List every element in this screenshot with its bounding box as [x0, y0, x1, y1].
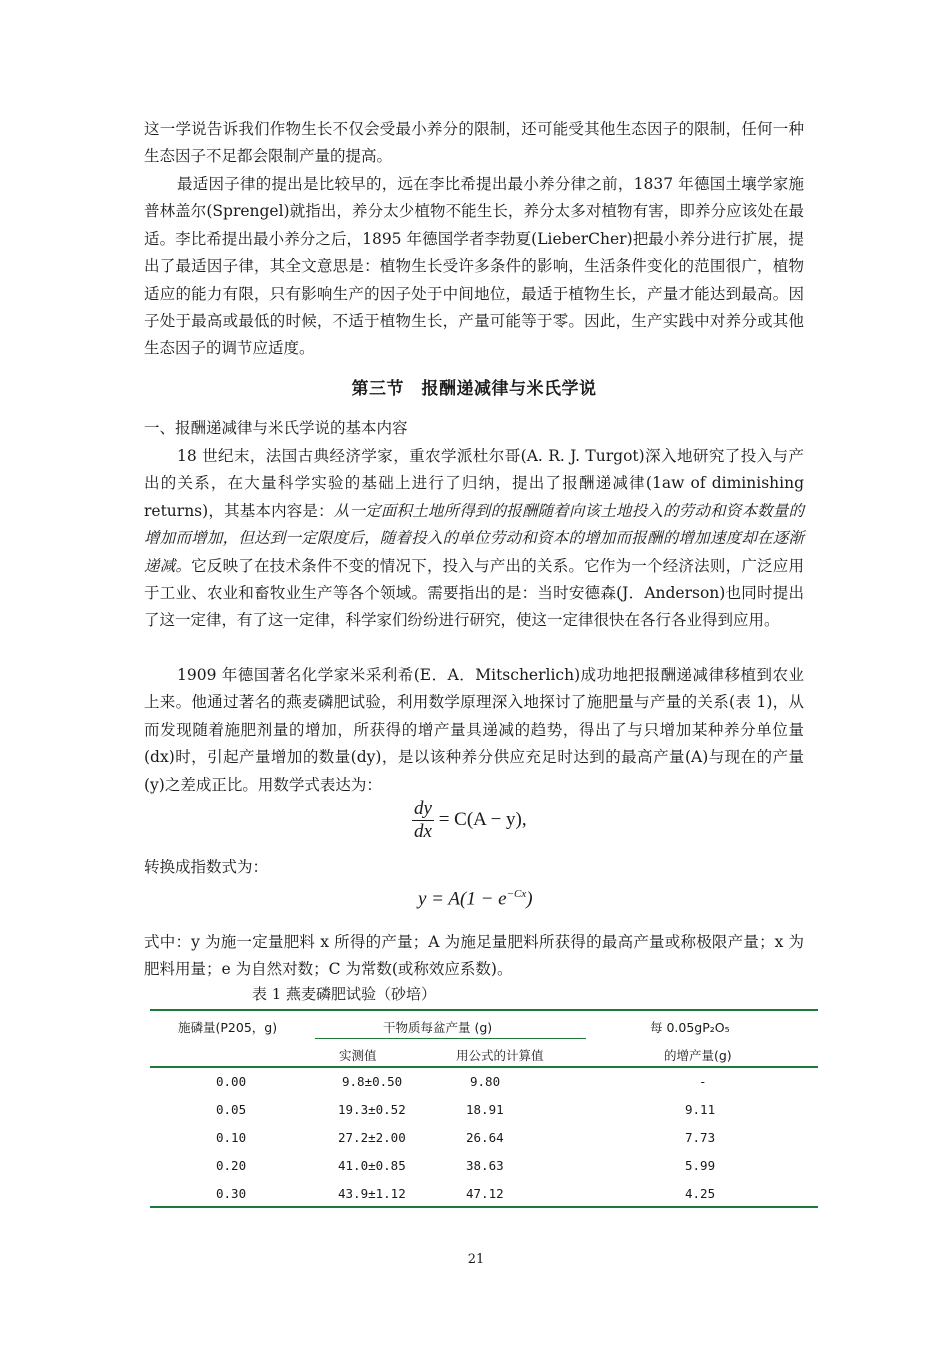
paragraph-text: 18 世纪末，法国古典经济学家，重农学派杜尔哥(A. R. J. Turgot)深入地研究了投入与产出的关系，在大量科学实验的基础上进行了归纳，提出了报酬递减律(1aw of diminishing returns)，其基本内容是： — [144, 447, 804, 520]
table-caption: 表 1 燕麦磷肥试验（砂培） — [251, 985, 437, 1003]
table-cell-gain: - — [699, 1074, 707, 1089]
paragraph-optimum-factor-law: 最适因子律的提出是比较早的，远在李比希提出最小养分律之前，1837 年德国土壤学家施普林盖尔(Sprengel)就指出，养分太少植物不能生长，养分太多对植物有害，即养分应该处在最适。李比希提出最小养分之后，1895 年德国学者李勃夏(LieberCher)把最小养分进行扩展，提出了最适因子律，其全文意思是：植物生长受许多条件的影响，生活条件变化的范围很广，植物适应的能力有限，只有影响生产的因子处于中间地位，最适于植物生长，产量才能达到最高。因子处于最高或最低的时候，不适于植物生长，产量可能等于零。因此，生产实践中对养分或其他生态因子的调节应适度。 — [144, 175, 804, 358]
table-cell-measured: 43.9±1.12 — [338, 1186, 406, 1201]
table-cell-measured: 41.0±0.85 — [338, 1158, 406, 1173]
table-cell-p: 0.00 — [216, 1074, 247, 1089]
table-header-gain-a: 每 0.05gP₂O₅ — [650, 1020, 730, 1035]
table-cell-calc: 26.64 — [466, 1130, 504, 1145]
subheading: 一、报酬递减律与米氏学说的基本内容 — [144, 419, 408, 437]
table-cell-measured: 9.8±0.50 — [342, 1074, 403, 1089]
fraction-denominator: dx — [414, 821, 432, 842]
table-cell-p: 0.20 — [216, 1158, 247, 1173]
paragraph-intro: 这一学说告诉我们作物生长不仅会受最小养分的限制，还可能受其他生态因子的限制，任何一种生态因子不足都会限制产量的提高。 — [144, 120, 804, 166]
formula-close: ) — [526, 888, 533, 910]
paragraph-mitscherlich: 1909 年德国著名化学家米采利希(E．A．Mitscherlich)成功地把报酬递减律移植到农业上来。他通过著名的燕麦磷肥试验，利用数学原理深入地探讨了施肥量与产量的关系(表 1)，从而发现随着施肥剂量的增加，所获得的增产量具递减的趋势，得出了与只增加某种养分单位量(dx)时，引起产量增加的数量(dy)，是以该种养分供应充足时达到的最高产量(A)与现在的产量(y)之差成正比。用数学式表达为： — [144, 666, 804, 794]
formula-differential — [412, 798, 527, 843]
transform-label: 转换成指数式为： — [144, 858, 269, 876]
table-cell-gain: 9.11 — [685, 1102, 716, 1117]
table-cell-gain: 5.99 — [685, 1158, 716, 1173]
section-title: 第三节 报酬递减律与米氏学说 — [351, 379, 597, 399]
table-header-rule — [150, 1066, 818, 1068]
fraction-numerator: dy — [414, 798, 432, 819]
table-cell-calc: 47.12 — [466, 1186, 504, 1201]
table-group-rule — [315, 1038, 586, 1039]
table-top-rule — [150, 1009, 818, 1011]
table-cell-calc: 9.80 — [470, 1074, 501, 1089]
paragraph-diminishing-returns — [144, 443, 804, 635]
table-cell-measured: 19.3±0.52 — [338, 1102, 406, 1117]
table-header-phosphorus: 施磷量(P205，g) — [178, 1020, 278, 1035]
formula-exponential — [418, 888, 533, 910]
table-cell-gain: 4.25 — [685, 1186, 716, 1201]
table-cell-p: 0.30 — [216, 1186, 247, 1201]
definition-italic: 从一定面积土地所得到的报酬随着向该土地投入的劳动和资本数量的增加而增加，但达到一定限度后，随着投入的单位劳动和资本的增加而报酬的增加速度却在逐渐递减。 — [144, 501, 804, 575]
table-header-measured: 实测值 — [339, 1048, 377, 1063]
table-bottom-rule — [150, 1206, 818, 1208]
table-cell-calc: 38.63 — [466, 1158, 504, 1173]
page-number: 21 — [467, 1252, 485, 1267]
table-header-dry-matter: 干物质每盆产量 (g) — [383, 1020, 493, 1035]
paragraph-text: 它反映了在技术条件不变的情况下，投入与产出的关系。它作为一个经济法则，广泛应用于工业、农业和畜牧业生产等各个领域。需要指出的是：当时安德森(J．Anderson)也同时提出了这一定律，有了这一定律，科学家们纷纷进行研究，使这一定律很快在各行各业得到应用。 — [144, 556, 804, 630]
fraction — [412, 798, 434, 843]
table-cell-gain: 7.73 — [685, 1130, 716, 1145]
table-cell-p: 0.10 — [216, 1130, 247, 1145]
table-header-calculated: 用公式的计算值 — [456, 1048, 544, 1063]
table-header-gain-b: 的增产量(g) — [664, 1048, 732, 1063]
formula-lhs: y = A(1 − e — [418, 888, 507, 910]
table-cell-p: 0.05 — [216, 1102, 247, 1117]
formula-legend: 式中：y 为施一定量肥料 x 所得的产量；A 为施足量肥料所获得的最高产量或称极限产量；x 为肥料用量；e 为自然对数；C 为常数(或称效应系数)。 — [144, 933, 804, 979]
table-cell-measured: 27.2±2.00 — [338, 1130, 406, 1145]
formula-rhs: = C(A − y), — [438, 808, 527, 830]
table-cell-calc: 18.91 — [466, 1102, 504, 1117]
formula-exponent: −Cx — [506, 888, 527, 900]
